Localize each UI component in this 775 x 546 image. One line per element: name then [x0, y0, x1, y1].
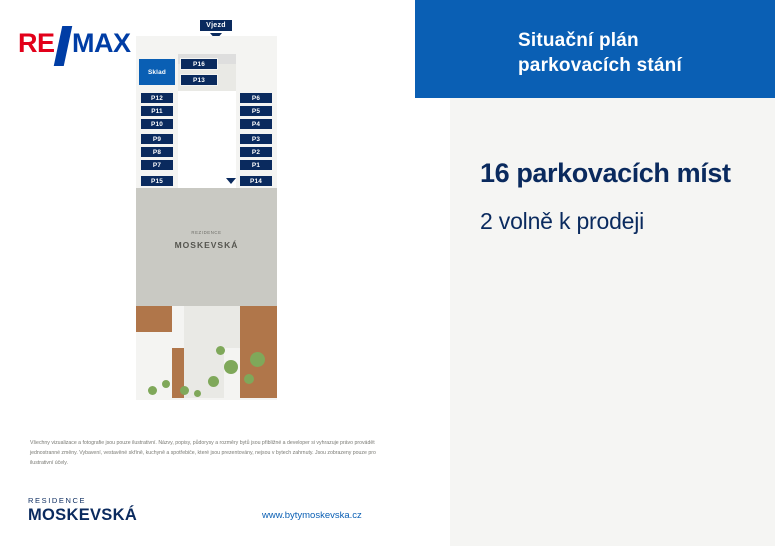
parking-spot-p14: P14	[239, 175, 273, 187]
tree-icon	[194, 390, 201, 397]
site-plan	[136, 36, 277, 400]
footer-logo-bottom: MOSKEVSKÁ	[28, 506, 138, 524]
tree-icon	[224, 360, 238, 374]
parking-spot-p2: P2	[239, 146, 273, 158]
building-mass	[136, 188, 277, 306]
parking-spot-p8: P8	[140, 146, 174, 158]
available-count: 2 volně k prodeji	[480, 208, 645, 234]
remax-logo-slash	[54, 26, 73, 66]
tree-icon	[148, 386, 157, 395]
right-panel	[450, 0, 775, 546]
parking-spot-p6: P6	[239, 92, 273, 104]
storage-block: Sklad	[138, 58, 176, 86]
page-title	[518, 28, 768, 78]
parking-spot-p13: P13	[180, 74, 218, 86]
tree-icon	[216, 346, 225, 355]
tree-icon	[208, 376, 219, 387]
building-title: MOSKEVSKÁ	[174, 240, 239, 250]
entry-label: Vjezd	[200, 20, 232, 31]
walkway	[184, 348, 224, 398]
courtyard-path	[184, 306, 240, 348]
parking-spot-p11: P11	[140, 105, 174, 117]
parking-spot-p16: P16	[180, 58, 218, 70]
direction-arrow-icon	[226, 178, 236, 184]
parking-spot-p10: P10	[140, 118, 174, 130]
footer-logo	[28, 496, 137, 525]
remax-logo-max: MAX	[72, 28, 131, 58]
page-title-line1: Situační plán	[518, 30, 639, 51]
tree-icon	[180, 386, 189, 395]
parking-spot-p7: P7	[140, 159, 174, 171]
parking-spot-p4: P4	[239, 118, 273, 130]
building-subtitle: REZIDENCE	[191, 230, 222, 235]
parking-spot-p3: P3	[239, 133, 273, 145]
header-notch	[415, 0, 450, 45]
parking-spot-p15: P15	[140, 175, 174, 187]
page-title-line2: parkovacích stání	[518, 55, 682, 76]
parking-count: 16 parkovacích míst	[480, 158, 731, 188]
parking-spot-p1: P1	[239, 159, 273, 171]
website-link[interactable]: www.bytymoskevska.cz	[262, 510, 362, 521]
parking-spot-p5: P5	[239, 105, 273, 117]
footer-logo-top: RESIDENCE	[28, 496, 87, 505]
parking-spot-p9: P9	[140, 133, 174, 145]
tree-icon	[162, 380, 170, 388]
tree-icon	[244, 374, 254, 384]
garden-area	[136, 306, 277, 400]
disclaimer-text: Všechny vizualizace a fotografie jsou pouze ilustrativní. Názvy, popisy, půdorysy a rozměry bytů jsou přibližné a developer si vyhrazuje právo provádět jednostranné změny. Vybavení, vestavěné skříně, kuchyně a spotřebiče, které jsou prezentovány, nejsou v bytech zahrnuty. Jsou zobrazeny pouze pro ilustrativní účely.	[30, 440, 376, 466]
remax-logo-re: RE	[18, 28, 55, 58]
parking-spot-p12: P12	[140, 92, 174, 104]
remax-logo	[18, 28, 153, 64]
tree-icon	[250, 352, 265, 367]
terrace-left	[136, 306, 172, 332]
